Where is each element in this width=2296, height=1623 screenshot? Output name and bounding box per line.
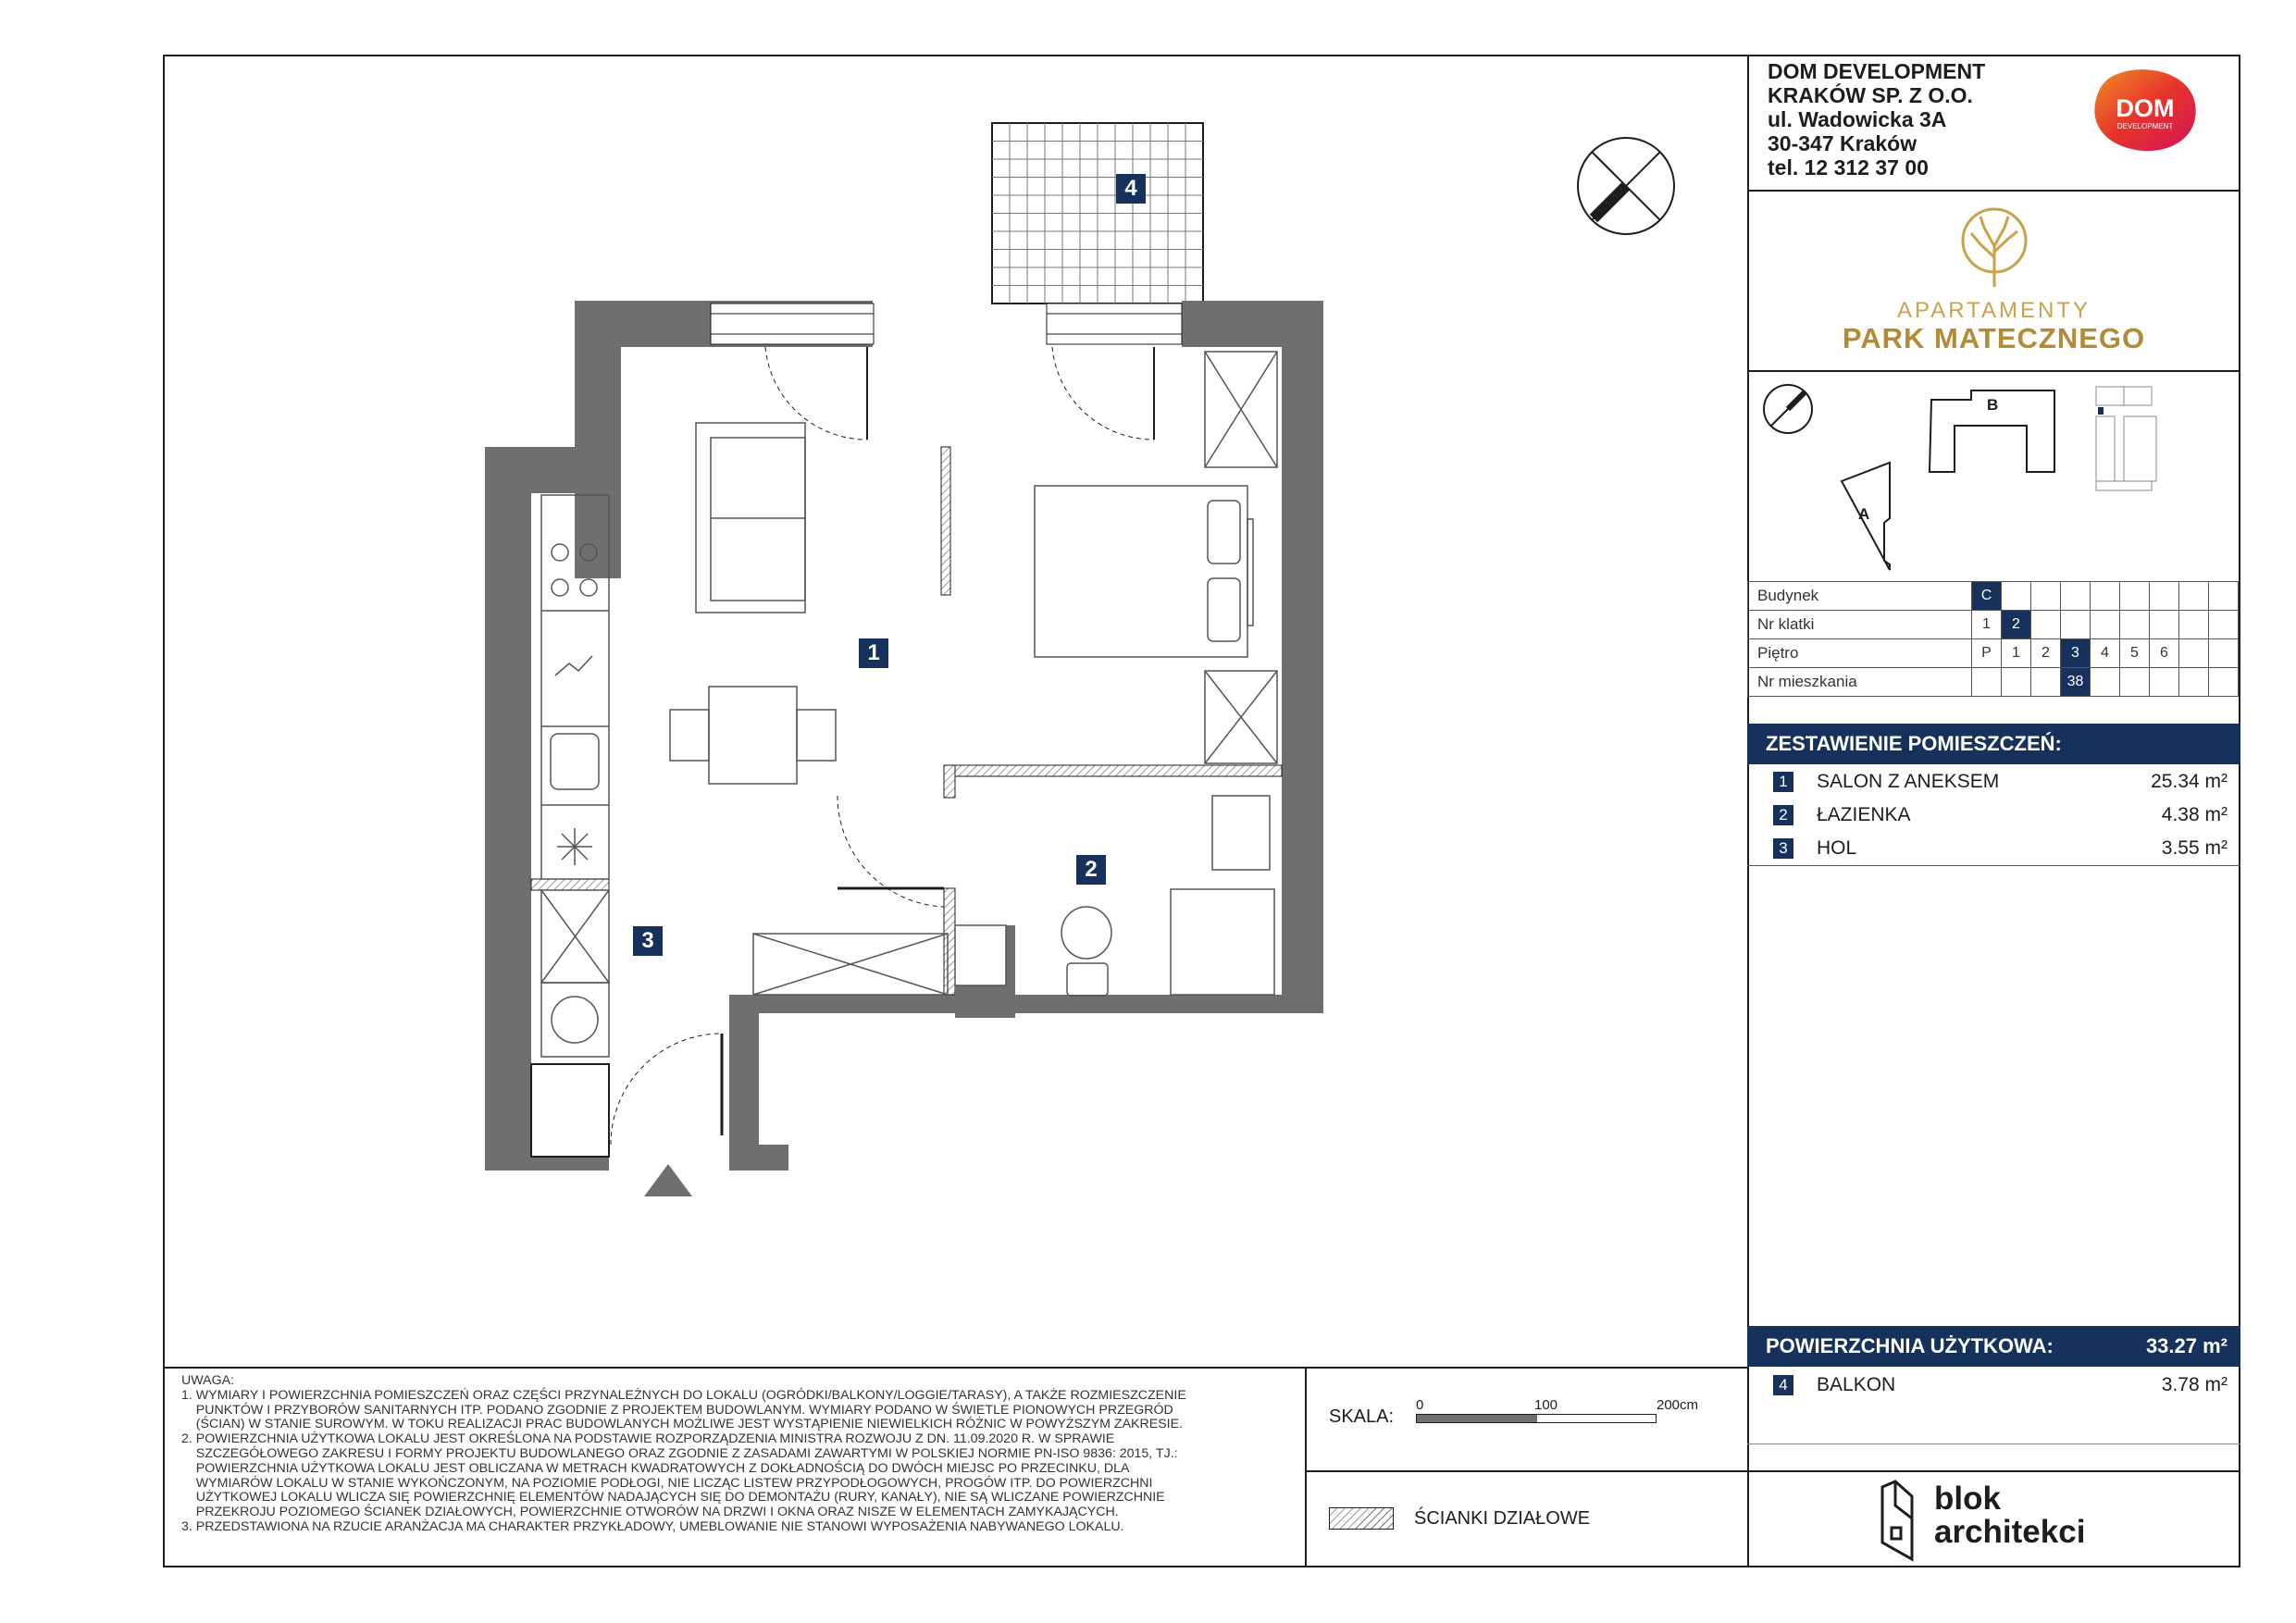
location-cell [2031, 668, 2061, 697]
note-line: PRZEKROJU POZIOMEGO ŚCIANEK DZIAŁOWYCH, POWIERZCHNIE OTWORÓW NA DRZWI I OKNA ORAZ NISZE W ELEMENTACH ZAMYKAJĄCYCH. [181, 1505, 1119, 1520]
divider [1747, 1443, 2240, 1444]
usable-area-bar [1747, 1326, 2240, 1367]
location-cell [2150, 668, 2179, 697]
location-cell [2061, 582, 2091, 611]
room-tag-4: 4 [1116, 174, 1146, 204]
logo-text: DOM [2116, 94, 2175, 122]
location-row [1748, 639, 2239, 668]
architect-line2: architekci [1934, 1514, 2086, 1550]
location-cell: P [1972, 639, 2002, 668]
company-street: ul. Wadowicka 3A [1768, 107, 1947, 131]
location-cell [2002, 582, 2031, 611]
building-a-label: A [1858, 505, 1870, 523]
company-name-2: KRAKÓW SP. Z O.O. [1768, 83, 1973, 107]
scale-label: SKALA: [1329, 1406, 1395, 1427]
divider [1305, 1367, 1307, 1567]
location-cell [2120, 668, 2150, 697]
room-name: ŁAZIENKA [1817, 804, 1911, 825]
location-cell [2179, 611, 2209, 639]
room-num: 1 [1773, 772, 1793, 792]
location-cell [2179, 582, 2209, 611]
location-cell: 6 [2150, 639, 2179, 668]
location-cell [2209, 668, 2239, 697]
balcony-name: BALKON [1817, 1374, 1896, 1395]
note-line: (ŚCIAN) W STANIE SUROWYM. W TOKU REALIZACJI PRAC BUDOWLANYCH MOŻLIWE JEST WYSTĄPIENIE NIEWIELKICH RÓŻNIC W POWYŻSZYM ZAKRESIE. [181, 1417, 1184, 1432]
location-row [1748, 668, 2239, 697]
scale-tick-100: 100 [1534, 1397, 1558, 1413]
room-area: 25.34 m² [2151, 771, 2228, 792]
balcony-grid [992, 123, 1203, 304]
location-cell [2179, 639, 2209, 668]
location-cell [2179, 668, 2209, 697]
location-cell [2061, 611, 2091, 639]
location-cell: 3 [2061, 639, 2091, 668]
location-cell [2150, 582, 2179, 611]
notes-lines [181, 1389, 1301, 1535]
location-row [1748, 582, 2239, 611]
notes-title: UWAGA: [181, 1373, 235, 1388]
location-cell: 38 [2061, 668, 2091, 697]
location-table [1747, 581, 2239, 697]
room-area: 4.38 m² [2161, 804, 2228, 825]
room-num: 3 [1773, 838, 1793, 859]
usable-area-label: POWIERZCHNIA UŻYTKOWA: [1766, 1334, 2054, 1357]
room-row [1747, 832, 2240, 865]
site-plan [1758, 379, 2230, 578]
note-line: WYMIARÓW LOKALU W STANIE WYKOŃCZONYM, NA POZIOMIE PODŁOGI, NIE LICZĄC LISTEW PRZYPODŁOGOWYCH, PROGÓW ITP. DO POWIERZCHNI [181, 1475, 1153, 1491]
note-line: 2. POWIERZCHNIA UŻYTKOWA LOKALU JEST OKREŚLONA NA PODSTAWIE ROZPORZĄDZENIA MINISTRA ROZWOJU Z DN. 11.09.2020 R. W SPRAWIE [181, 1431, 1115, 1447]
blok-architekci-icon [1879, 1478, 1916, 1563]
legend-partition-label: ŚCIANKI DZIAŁOWE [1414, 1508, 1591, 1529]
location-cell: 1 [1972, 611, 2002, 639]
room-tag-1: 1 [859, 638, 888, 668]
floor-plan [472, 116, 1397, 1226]
scale-tick-0: 0 [1416, 1397, 1424, 1413]
architect-name [1934, 1482, 2085, 1549]
location-row [1748, 611, 2239, 639]
location-cell [2091, 611, 2120, 639]
location-cell: 2 [2002, 611, 2031, 639]
logo-subtext: DEVELOPMENT [2116, 122, 2174, 130]
room-row [1747, 799, 2240, 832]
architect-line1: blok [1934, 1481, 2001, 1517]
note-line: 1. WYMIARY I POWIERZCHNIA POMIESZCZEŃ ORAZ CZĘŚCI PRZYNALEŻNYCH DO LOKALU (OGRÓDKI/BALKONY/LOGGIE/TARASY), A TAKŻE ROZMIESZCZENIE [181, 1387, 1186, 1403]
room-name: HOL [1817, 837, 1857, 859]
room-name: SALON Z ANEKSEM [1817, 771, 2000, 792]
project-line1: APARTAMENTY [1896, 298, 2091, 323]
location-cell [2002, 668, 2031, 697]
location-cell [2091, 582, 2120, 611]
room-row [1747, 765, 2240, 799]
building-b-label: B [1987, 396, 1999, 414]
location-cell [2091, 668, 2120, 697]
location-cell: 2 [2031, 639, 2061, 668]
location-cell [2209, 611, 2239, 639]
company-info [1768, 59, 1985, 180]
company-phone: tel. 12 312 37 00 [1768, 155, 1929, 180]
room-num: 2 [1773, 805, 1793, 825]
location-cell [2120, 611, 2150, 639]
location-cell [2031, 582, 2061, 611]
location-cell: C [1972, 582, 2002, 611]
note-line: UŻYTKOWEJ LOKALU WLICZA SIĘ POWIERZCHNIĘ ELEMENTÓW NADAJĄCYCH SIĘ DO DEMONTAŻU (RURY, KANAŁY), NIE SĄ WLICZANE POWIERZCHNIE [181, 1490, 1165, 1505]
divider [1747, 370, 2240, 372]
location-label: Nr mieszkania [1748, 668, 1972, 697]
note-line: POWIERZCHNIA UŻYTKOWA LOKALU JEST OBLICZANA W METRACH KWADRATOWYCH Z DOKŁADNOŚCIĄ DO DWÓCH MIEJSC PO PRZECINKU, DLA [181, 1460, 1130, 1476]
note-line: SZCZEGÓŁOWEGO ZAKRESU I FORMY PROJEKTU BUDOWLANEGO ORAZ ZGODNIE Z ZASADAMI ZAWARTYMI W POLSKIEJ NORMIE PN-ISO 9836: 2015, TJ.: [181, 1445, 1178, 1461]
note-line: PUNKTÓW I PRZYBORÓW SANITARNYCH ITP. PODANO ZGODNIE Z PROJEKTEM BUDOWLANYM. WYMIARY PODANO W ŚWIETLE PIONOWYCH PRZEGRÓD [181, 1402, 1173, 1418]
divider [163, 1367, 1747, 1369]
rooms-divider [1747, 865, 2240, 866]
location-cell [2209, 582, 2239, 611]
location-cell: 1 [2002, 639, 2031, 668]
company-name: DOM DEVELOPMENT [1768, 59, 1986, 83]
balcony-row [1747, 1369, 2240, 1402]
company-city: 30-347 Kraków [1768, 131, 1917, 155]
scale-tick-200: 200cm [1657, 1397, 1699, 1413]
scale-bar [1416, 1414, 1657, 1423]
usable-area-value: 33.27 m² [2145, 1334, 2228, 1357]
location-label: Nr klatki [1748, 611, 1972, 639]
partition-hatch-swatch [1329, 1507, 1394, 1530]
balcony-area: 3.78 m² [2161, 1374, 2228, 1395]
location-label: Piętro [1748, 639, 1972, 668]
project-line2: PARK MATECZNEGO [1842, 322, 2146, 354]
divider [1305, 1470, 2240, 1472]
location-cell [2209, 639, 2239, 668]
location-cell: 5 [2120, 639, 2150, 668]
rooms-header: ZESTAWIENIE POMIESZCZEŃ: [1747, 724, 2240, 764]
notes [181, 1374, 1301, 1535]
room-tag-3: 3 [633, 926, 663, 956]
location-cell [1972, 668, 2002, 697]
location-cell [2150, 611, 2179, 639]
room-area: 3.55 m² [2161, 837, 2228, 859]
dom-logo [2090, 67, 2201, 155]
location-cell [2031, 611, 2061, 639]
north-arrow-icon [1575, 135, 1677, 237]
location-cell: 4 [2091, 639, 2120, 668]
location-cell [2120, 582, 2150, 611]
divider [1747, 190, 2240, 192]
room-tag-2: 2 [1076, 855, 1106, 885]
location-label: Budynek [1748, 582, 1972, 611]
tree-logo-icon [1953, 205, 2036, 289]
balcony-num: 4 [1773, 1375, 1793, 1395]
note-line: 3. PRZEDSTAWIONA NA RZUCIE ARANŻACJA MA CHARAKTER PRZYKŁADOWY, UMEBLOWANIE NIE STANOWI WYPOSAŻENIA NABYWANEGO LOKALU. [181, 1518, 1124, 1534]
